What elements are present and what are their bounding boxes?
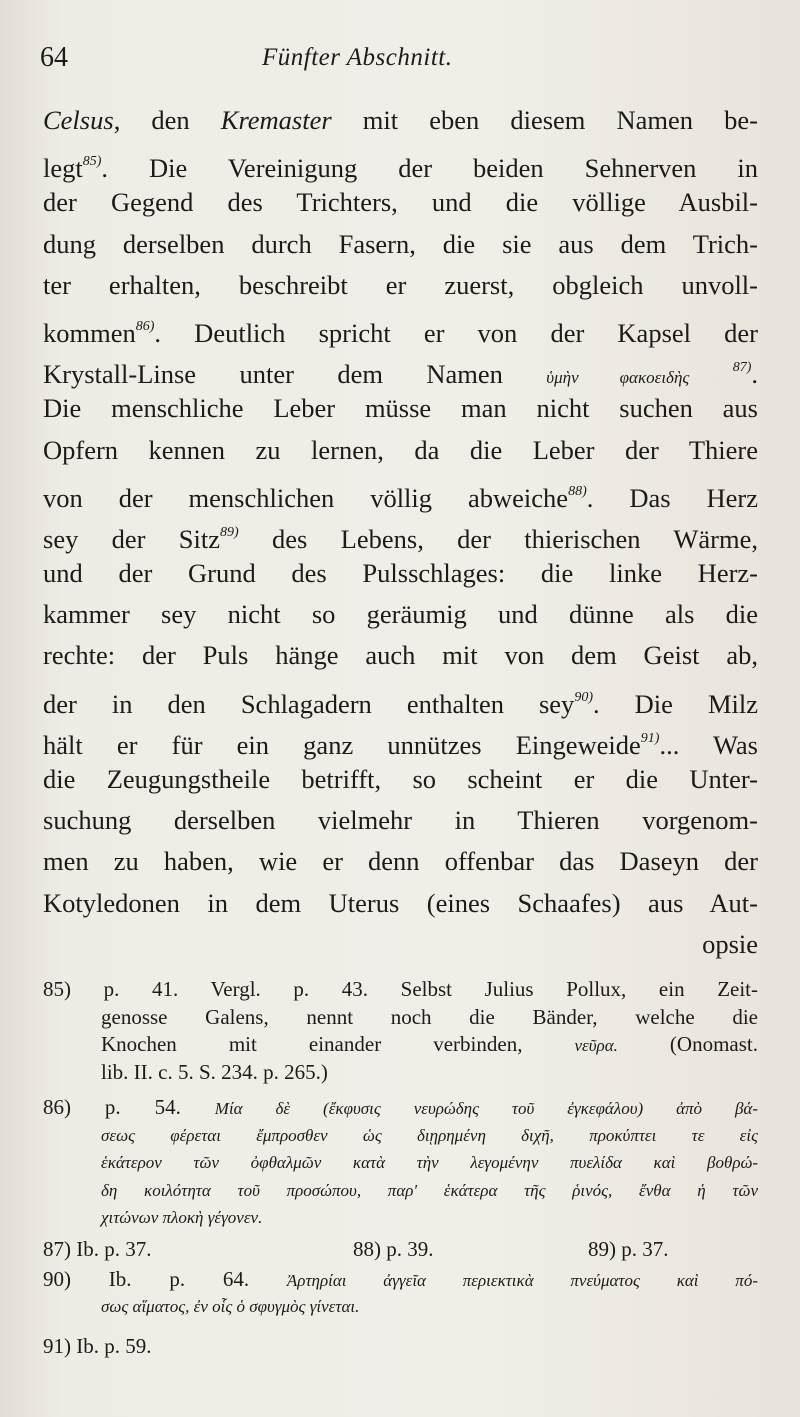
footnotes-87-89 <box>43 1232 758 1266</box>
text-line: und der Grund des Pulsschlages: die linke Herz- <box>43 558 758 589</box>
footnotes <box>43 976 758 1363</box>
text-line: hält er für ein ganz unnützes Eingeweide$^{91)}$... Was <box>43 729 758 760</box>
footnote-87: 87) Ib. p. 37. <box>43 1236 152 1261</box>
text-line: der in den Schlagadern enthalten sey$^{90)}$. Die Milz <box>43 688 758 719</box>
greek-phrase: ὑμὴν φακοειδὴς <box>546 368 690 388</box>
footnote-91: 91) Ib. p. 59. <box>43 1333 152 1358</box>
text-line: kommen$^{86)}$. Deutlich spricht er von der Kapsel der <box>43 317 758 348</box>
text-line: dung derselben durch Fasern, die sie aus dem Trich- <box>43 228 758 259</box>
running-head: Fünfter Abschnitt. <box>262 44 453 71</box>
text-line: men zu haben, wie er denn offenbar das Daseyn der <box>43 846 758 877</box>
text-line: suchung derselben vielmehr in Thieren vorgenom- <box>43 805 758 836</box>
text-line: kammer sey nicht so geräumig und dünne als die <box>43 599 758 630</box>
text-line: ter erhalten, beschreibt er zuerst, obgleich unvoll- <box>43 269 758 300</box>
footnote-86: 86) p. 54. Μία δὲ (ἔκφυσις νευρώδης τοῦ ἐγκεφάλου) ἀπὸ βά- σεως φέρεται ἔμπροσθεν ὡς διῃρημένη διχῆ, προκύπτει τε εἰς ἑκάτερον τῶν ὀφθαλμῶν κατὰ τὴν λεγομένην πυελίδα καὶ βοθρώ- δη κοιλότητα τοῦ προσώπου, παρ' ἑκάτερα τῆς ῥινός, ἔνθα ἡ τῶν χιτώνων πλοκὴ γέγονεν. <box>43 1095 758 1227</box>
catchword: opsie <box>702 928 758 959</box>
text-line: legt$^{85)}$. Die Vereinigung der beiden Sehnerven in <box>43 153 758 184</box>
footnote-85: 85) p. 41. Vergl. p. 43. Selbst Julius Pollux, ein Zeit- genosse Galens, nennt noch die Bänder, welche die Knochen mit einander verbinden, νεῦρα. (Onomast. lib. II. c. 5. S. 234. p. 265.) <box>43 977 758 1084</box>
main-text <box>43 100 758 965</box>
text-line: von der menschlichen völlig abweiche$^{88)}$. Das Herz <box>43 482 759 513</box>
footnote-90: 90) Ib. p. 64. Ἀρτηρίαι ἀγγεῖα περιεκτικὰ πνεύματος καὶ πό- σως αἵματος, ἐν οἷς ὁ σφυγμὸς γίνεται. <box>43 1266 758 1316</box>
text-line: Opfern kennen zu lernen, da die Leber der Thiere <box>43 434 758 465</box>
page-number: 64 <box>40 42 68 73</box>
text-line: Die menschliche Leber müsse man nicht suchen aus <box>43 393 758 424</box>
text-line: die Zeugungstheile betrifft, so scheint er die Unter- <box>43 764 758 794</box>
text-line: sey der Sitz$^{89)}$ des Lebens, der thierischen Wärme, <box>43 523 758 554</box>
text-line: Celsus, den Kremaster mit eben diesem Namen be- <box>43 105 758 135</box>
text-line: der Gegend des Trichters, und die völlige Ausbil- <box>43 187 758 218</box>
footnote-89: 89) p. 37. <box>588 1236 669 1261</box>
page-header <box>40 42 760 82</box>
footnote-88: 88) p. 39. <box>353 1236 434 1261</box>
text-line: Kotyledonen in dem Uterus (eines Schaafes) aus Aut- <box>43 887 758 918</box>
text-line: Krystall-Linse unter dem Namen ὑμὴν φακοειδὴς $^{87)}$. <box>43 359 758 390</box>
text-line: rechte: der Puls hänge auch mit von dem Geist ab, <box>43 640 758 671</box>
